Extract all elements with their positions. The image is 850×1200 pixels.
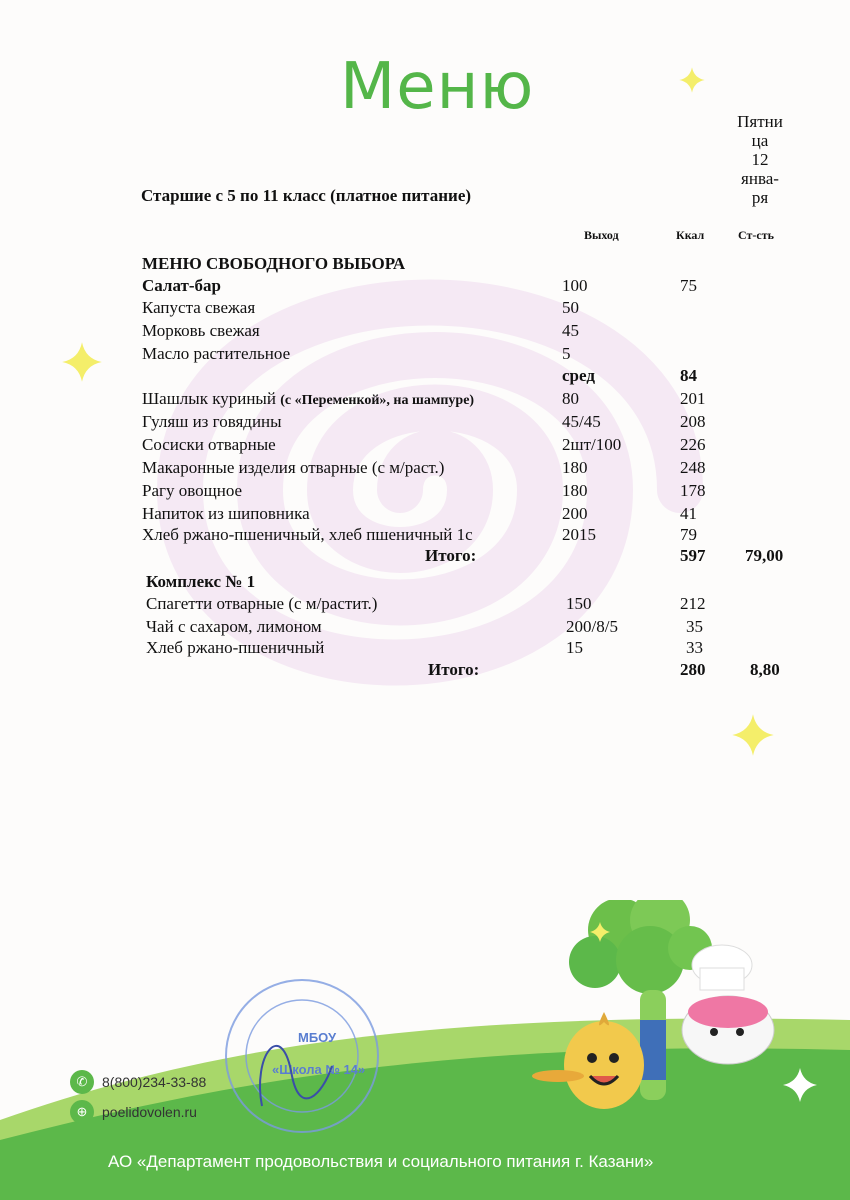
menu-row — [0, 298, 850, 320]
phone-number: 8(800)234-33-88 — [102, 1074, 207, 1090]
total-label: Итого: — [428, 660, 480, 679]
dish-name: Капуста свежая — [142, 298, 256, 317]
dish-name: Макаронные изделия отварные (с м/раст.) — [142, 458, 445, 477]
stamp-line1: МБОУ — [298, 1030, 337, 1045]
date-line: 12 — [751, 150, 769, 169]
dish-name-note: (с «Переменкой», на шампуре) — [280, 393, 475, 408]
total-price: 79,00 — [745, 546, 784, 565]
total-kcal: 597 — [680, 546, 706, 565]
site-link: poelidovolen.ru — [102, 1104, 197, 1120]
dish-name: Хлеб ржано-пшеничный, хлеб пшеничный 1с — [142, 525, 473, 544]
menu-row — [0, 617, 850, 639]
dish-name — [142, 389, 474, 409]
date-line: ца — [751, 131, 769, 150]
menu-row — [0, 276, 850, 298]
menu-row — [0, 504, 850, 526]
sparkle-icon — [678, 66, 706, 94]
dish-out: 2шт/100 — [562, 435, 622, 454]
dish-out: 5 — [562, 344, 571, 363]
dish-name: Напиток из шиповника — [142, 504, 310, 523]
menu-row — [0, 321, 850, 343]
dish-name: Салат-бар — [142, 276, 221, 295]
subtitle: Старшие с 5 по 11 класс (платное питание) — [141, 186, 472, 205]
total-price: 8,80 — [750, 660, 780, 679]
complex-title-row — [0, 572, 850, 594]
stamp-line2: «Школа № 14» — [272, 1062, 366, 1077]
contact-site — [70, 1100, 197, 1124]
dish-name: Морковь свежая — [142, 321, 260, 340]
menu-row — [0, 481, 850, 503]
school-stamp — [222, 976, 382, 1136]
dish-name: Хлеб ржано-пшеничный — [146, 638, 325, 657]
menu-row — [0, 344, 850, 366]
sparkle-icon — [730, 712, 776, 758]
dish-out: 150 — [566, 594, 592, 613]
dish-kcal: 178 — [680, 481, 706, 500]
total-row — [0, 546, 850, 568]
menu-row — [0, 458, 850, 480]
dish-out: 100 — [562, 276, 588, 295]
dish-kcal: 33 — [686, 638, 703, 657]
menu-row-average — [0, 366, 850, 388]
dish-out: 200 — [562, 504, 588, 523]
dish-kcal: 35 — [686, 617, 703, 636]
dish-out: 180 — [562, 458, 588, 477]
dish-name: Масло растительное — [142, 344, 291, 363]
dish-out: 180 — [562, 481, 588, 500]
dish-kcal: 41 — [680, 504, 697, 523]
dish-out: 2015 — [562, 525, 596, 544]
dish-out: сред — [562, 366, 595, 385]
footer-company: АО «Департамент продовольствия и социального питания г. Казани» — [108, 1152, 654, 1171]
menu-row — [0, 435, 850, 457]
contact-phone — [70, 1070, 206, 1094]
page-title: Меню — [340, 50, 535, 124]
menu-row — [0, 389, 850, 411]
menu-row — [0, 525, 850, 547]
column-header-price: Ст-сть — [738, 228, 774, 242]
sparkle-icon — [60, 340, 104, 384]
globe-icon: ⊕ — [70, 1100, 94, 1124]
dish-out: 50 — [562, 298, 579, 317]
dish-name: Спагетти отварные (с м/растит.) — [146, 594, 378, 613]
dish-name: Сосиски отварные — [142, 435, 276, 454]
menu-row — [0, 638, 850, 660]
section-title-row — [0, 254, 850, 276]
dish-name: Гуляш из говядины — [142, 412, 282, 431]
date-block — [724, 112, 796, 207]
dish-name: Рагу овощное — [142, 481, 243, 500]
total-kcal: 280 — [680, 660, 706, 679]
date-line: янва- — [741, 169, 779, 188]
menu-row — [0, 594, 850, 616]
dish-kcal: 75 — [680, 276, 697, 295]
dish-kcal: 84 — [680, 366, 697, 385]
complex-title: Комплекс № 1 — [146, 572, 256, 591]
date-line: ря — [751, 188, 769, 207]
dish-out: 200/8/5 — [566, 617, 618, 636]
total-label: Итого: — [425, 546, 477, 565]
dish-name-text: Шашлык куриный — [142, 389, 281, 408]
section-title: МЕНЮ СВОБОДНОГО ВЫБОРА — [142, 254, 406, 273]
dish-name: Чай с сахаром, лимоном — [146, 617, 322, 636]
dish-kcal: 212 — [680, 594, 706, 613]
column-header-kcal: Ккал — [676, 228, 705, 242]
dish-kcal: 248 — [680, 458, 706, 477]
date-line: Пятни — [737, 112, 783, 131]
dish-out: 45/45 — [562, 412, 601, 431]
dish-kcal: 208 — [680, 412, 706, 431]
total-row — [0, 660, 850, 682]
menu-row — [0, 412, 850, 434]
phone-icon: ✆ — [70, 1070, 94, 1094]
dish-out: 45 — [562, 321, 579, 340]
dish-kcal: 201 — [680, 389, 706, 408]
dish-kcal: 79 — [680, 525, 697, 544]
dish-out: 15 — [566, 638, 583, 657]
column-header-out: Выход — [584, 228, 619, 242]
dish-out: 80 — [562, 389, 579, 408]
dish-kcal: 226 — [680, 435, 706, 454]
